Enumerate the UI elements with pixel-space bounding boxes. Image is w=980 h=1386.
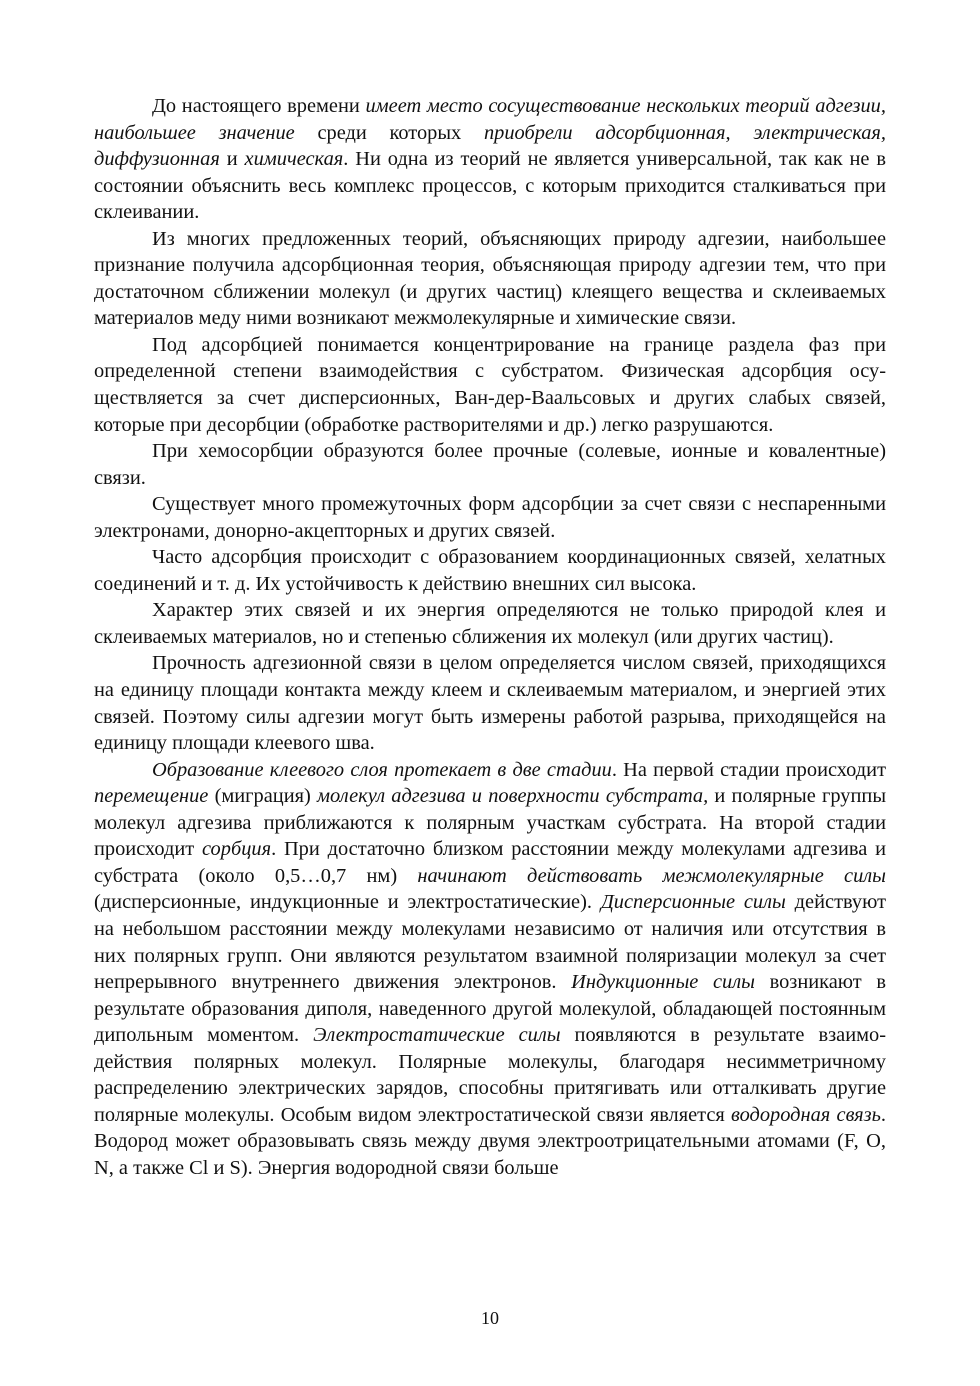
text-segment: действуют на небольшом расстоянии между молекулами независимо от наличия или отсутствия в них полярных групп. Они являются результатом взаимной поляризации молекул за счет непрерывного внутреннего движения электронов. (94, 891, 886, 994)
italic-text: Индукционные силы (571, 971, 755, 994)
italic-text: Электростатические силы (313, 1024, 561, 1047)
paragraph (94, 544, 886, 597)
text-segment: . Водород может образовывать связь между двумя электроотрицательными атомами (F, O, N, а также Cl и S). Энергия водородной связи больше (94, 1103, 886, 1179)
paragraph (94, 650, 886, 756)
italic-text: химическая (244, 148, 344, 171)
text-segment: Характер этих связей и их энергия определяются не только природой клея и склеиваемых материалов, но и степенью сближения их молекул (или других частиц). (94, 599, 886, 648)
italic-text: приобрели адсорбционная, электрическая, диффузионная (94, 121, 886, 171)
page-number: 10 (481, 1308, 499, 1328)
paragraph (94, 438, 886, 491)
italic-text: имеет место сосуществование нескольких теорий адгезии, наибольшее значение (94, 95, 886, 144)
text-segment: Из многих предложенных теорий, объясняющих природу адгезии, наибольшее признание получила адсорбционная теория, объясняющая природу адгезии тем, что при достаточном сближении молекул (и других частиц) клеящего вещества и склеиваемых материалов меду ними возникают межмолекулярные и химические связи. (94, 227, 886, 330)
paragraph (94, 597, 886, 650)
text-segment: Под адсорбцией понимается концентрирование на границе раздела фаз при определенной степени взаимодействия с субстратом. Физическая адсорбция осуществляется за счет дисперсионных, Ван-дер-Ваальсовых и других слабых связей, которые при десорбции (обработке растворителями и др.) легко разрушаются. (94, 333, 886, 436)
paragraph (94, 757, 886, 1182)
paragraph (94, 226, 886, 332)
text-segment: Прочность адгезионной связи в целом определяется числом связей, приходящихся на единицу площади контакта между клеем и склеиваемым материалом, и энергией этих связей. Поэтому силы адгезии могут быть измерены работой разрыва, приходящейся на единицу площади клеевого шва. (94, 652, 886, 755)
text-segment: и (219, 148, 245, 171)
text-segment: До настоящего времени (152, 95, 366, 117)
italic-text: Образование клеевого слоя протекает в две стадии (152, 758, 612, 781)
text-segment: Часто адсорбция происходит с образованием координационных связей, хелатных соединений и т. д. Их устойчивость к действию внешних сил высока. (94, 546, 886, 595)
text-segment: появляются в результате взаимодействия полярных молекул. Полярные молекулы, благодаря несимметричному распределению электрических зарядов, способны притягивать или отталкивать другие полярные молекулы. Особым видом электростатической связи является (94, 1024, 886, 1126)
paragraph (94, 491, 886, 544)
paragraph (94, 332, 886, 438)
italic-text: водородная связь (731, 1103, 881, 1126)
text-segment: возникают в результате образования диполя, наведенного другой молекулой, обладающей постоянным дипольным моментом. (94, 971, 886, 1047)
text-segment: Существует много промежуточных форм адсорбции за счет связи с неспаренными электронами, донорно-акцепторных и других связей. (94, 493, 886, 542)
text-segment: и полярные группы молекул адгезива приближаются к полярным участкам субстрата. На второй стадии происходит (94, 785, 887, 861)
text-segment: (миграция) (208, 785, 317, 808)
paragraph (94, 93, 886, 226)
text-segment: (дисперсионные, индукционные и электростатические). (94, 891, 601, 914)
italic-text: молекул адгезива и поверхности субстрата, (317, 785, 709, 808)
text-segment: При хемосорбции образуются более прочные (солевые, ионные и ковалентные) связи. (94, 440, 886, 489)
text-segment: среди которых (294, 121, 484, 144)
text-segment: . При достаточно близком расстоянии между молекулами адгезива и субстрата (около 0,5…0,7 нм) (94, 838, 886, 887)
text-segment: . На первой стадии происходит (611, 758, 886, 781)
italic-text: начинают действовать межмолекулярные силы (417, 864, 886, 887)
italic-text: сорбция (202, 838, 272, 861)
page-body (94, 93, 886, 1181)
text-segment: . Ни одна из теорий не является универсальной, так как не в состоянии объяснить весь комплекс процессов, с которым приходится сталкиваться при склеивании. (94, 148, 887, 224)
italic-text: перемещение (94, 785, 209, 808)
italic-text: Дисперсионные силы (600, 891, 786, 914)
